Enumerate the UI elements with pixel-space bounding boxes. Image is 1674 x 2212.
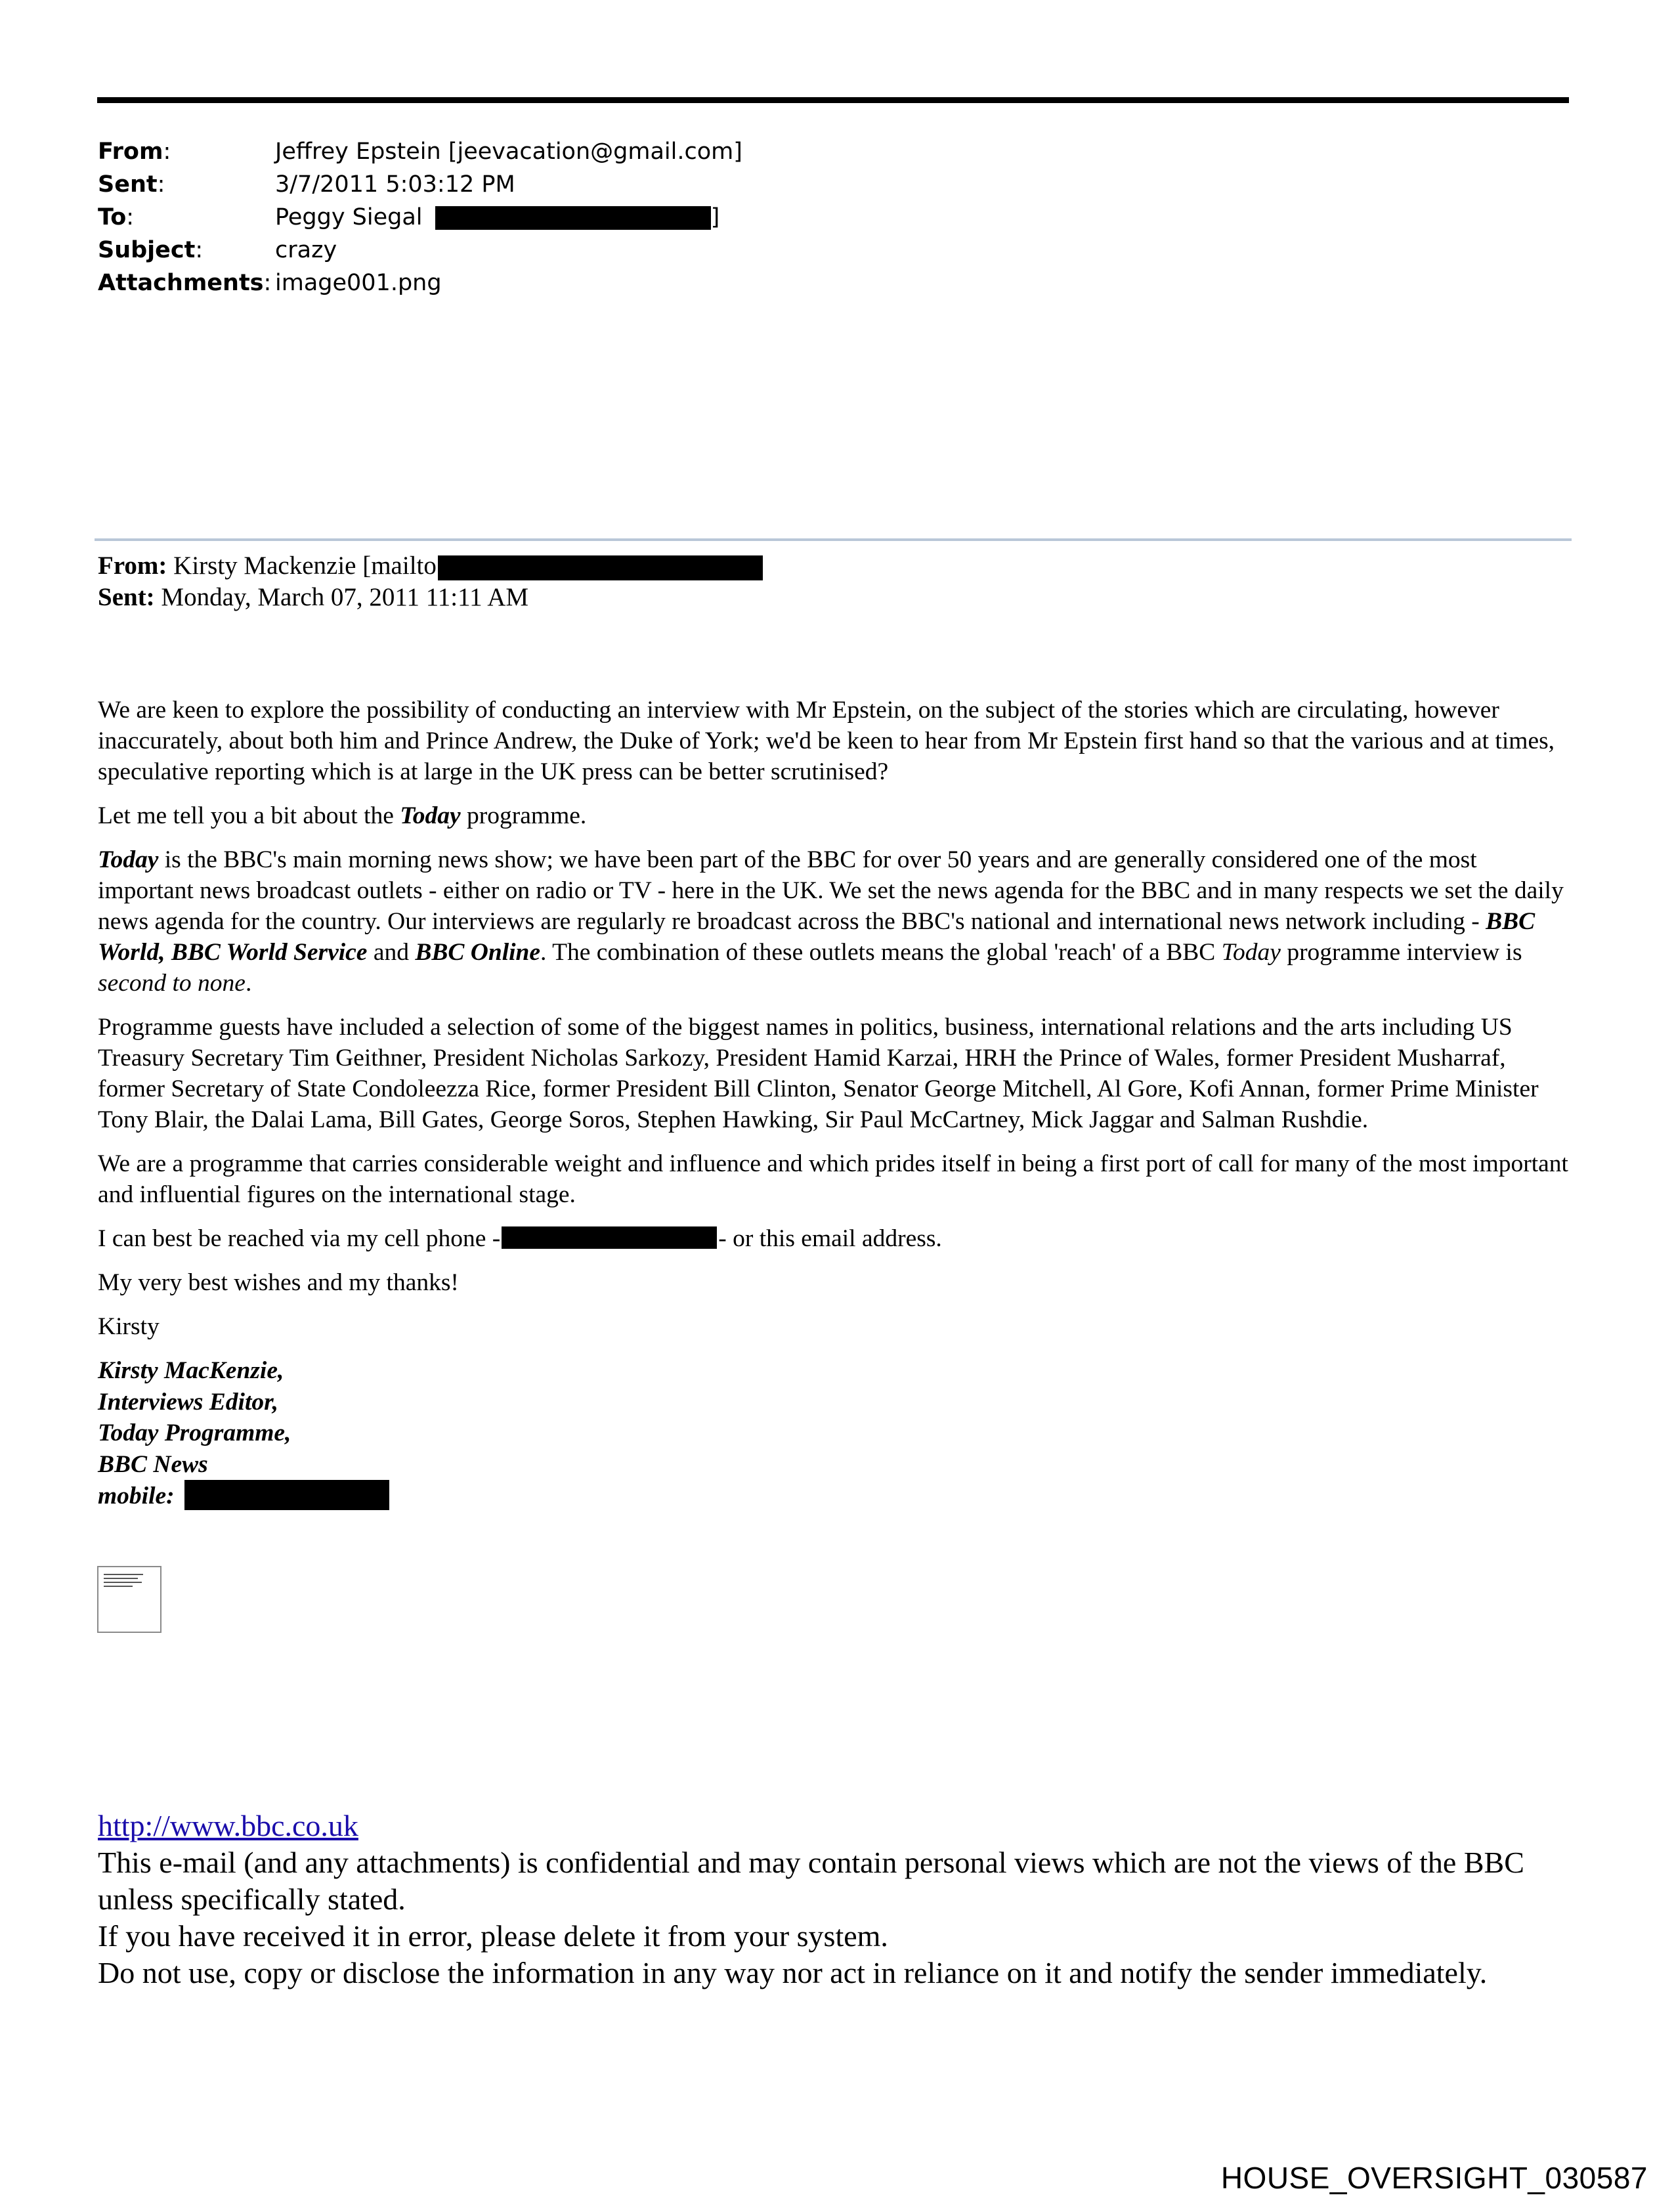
body-paragraph-7: My very best wishes and my thanks! — [98, 1269, 459, 1296]
attachments-value: image001.png — [275, 270, 442, 296]
attachments-label: Attachments: — [98, 270, 272, 296]
email-header — [98, 135, 742, 299]
image-text-line — [104, 1586, 133, 1587]
top-rule — [97, 97, 1569, 103]
header-attachments-row — [98, 267, 742, 299]
disclaimer-line-1: This e-mail (and any attachments) is confidential and may contain personal views which are not the views of the BBC unless specifically stated. — [98, 1846, 1524, 1916]
bbc-link[interactable]: http://www.bbc.co.uk — [98, 1809, 358, 1842]
redaction-box — [184, 1480, 389, 1510]
sent-label: Sent: — [98, 171, 165, 198]
from-value: Jeffrey Epstein [jeevacation@gmail.com] — [275, 139, 742, 165]
image-placeholder[interactable] — [97, 1566, 161, 1633]
header-sent-row — [98, 168, 742, 201]
to-close-bracket: ] — [710, 204, 720, 230]
image-text-line — [104, 1574, 143, 1575]
separator-rule — [95, 538, 1572, 541]
redaction-box — [435, 206, 711, 230]
signature-block — [98, 1355, 1575, 1511]
image-text-line — [104, 1578, 138, 1579]
body-paragraph-8: Kirsty — [98, 1313, 160, 1340]
body-paragraph-6: I can best be reached via my cell phone - - or this email address. — [98, 1225, 942, 1252]
signature-name: Kirsty MacKenzie, — [98, 1357, 284, 1384]
signature-mobile: mobile: — [98, 1480, 1575, 1511]
body-paragraph-5: We are a programme that carries considerable weight and influence and which prides itself in being a first port of call for many of the most important and influential figures on the international stage. — [98, 1150, 1568, 1208]
subject-value: crazy — [275, 237, 337, 263]
message-body — [98, 695, 1575, 1511]
signature-title: Interviews Editor, — [98, 1388, 279, 1416]
to-value: Peggy Siegal — [275, 204, 423, 230]
from-label: From: — [98, 139, 171, 165]
redaction-box — [438, 555, 763, 580]
body-paragraph-1: We are keen to explore the possibility of conducting an interview with Mr Epstein, on the subject of the stories which are circulating, however inaccurately, about both him and Prince Andrew, the Duke of York; we'd be keen to hear from Mr Epstein first hand so that the various and at times, speculative reporting which is at large in the UK press can be better scrutinised? — [98, 697, 1555, 785]
body-paragraph-3: Today is the BBC's main morning news show; we have been part of the BBC for over 50 years and are generally considered one of the most important news broadcast outlets - either on radio or TV - here in the UK. We set the news agenda for the BBC and in many respects we set the daily news agenda for the country. Our interviews are regularly re broadcast across the BBC's national and international news network including - BBC World, BBC World Service and BBC Online. The combination of these outlets means the global 'reach' of a BBC Today programme interview is second to none. — [98, 846, 1564, 997]
redaction-box — [502, 1226, 717, 1249]
subject-label: Subject: — [98, 237, 204, 263]
header-to-row — [98, 201, 742, 234]
forwarded-from-row — [98, 550, 763, 582]
disclaimer-line-2: If you have received it in error, please delete it from your system. — [98, 1919, 888, 1953]
signature-programme: Today Programme, — [98, 1420, 291, 1446]
disclaimer-footer — [98, 1808, 1575, 1991]
signature-org: BBC News — [98, 1450, 208, 1478]
bates-number: HOUSE_OVERSIGHT_030587 — [1220, 2161, 1648, 2195]
header-subject-row — [98, 234, 742, 267]
forwarded-sent-value: Monday, March 07, 2011 11:11 AM — [161, 583, 529, 611]
body-paragraph-2: Let me tell you a bit about the Today programme. — [98, 802, 587, 829]
forwarded-from-value: Kirsty Mackenzie [mailto — [173, 552, 437, 580]
header-from-row — [98, 135, 742, 168]
to-label: To: — [98, 204, 135, 230]
forwarded-header — [98, 550, 763, 613]
forwarded-sent-label: Sent: — [98, 583, 155, 611]
disclaimer-line-3: Do not use, copy or disclose the information in any way nor act in reliance on it and notify the sender immediately. — [98, 1956, 1488, 1989]
sent-value: 3/7/2011 5:03:12 PM — [275, 171, 515, 198]
forwarded-from-label: From: — [98, 552, 167, 580]
body-paragraph-4: Programme guests have included a selection of some of the biggest names in politics, business, international relations and the arts including US Treasury Secretary Tim Geithner, President Nicholas Sarkozy, President Hamid Karzai, HRH the Prince of Wales, former President Musharraf, former Secretary of State Condoleezza Rice, former President Bill Clinton, Senator George Mitchell, Al Gore, Kofi Annan, former Prime Minister Tony Blair, the Dalai Lama, Bill Gates, George Soros, Stephen Hawking, Sir Paul McCartney, Mick Jaggar and Salman Rushdie. — [98, 1014, 1539, 1133]
image-text-line — [104, 1582, 142, 1583]
forwarded-sent-row — [98, 582, 763, 613]
